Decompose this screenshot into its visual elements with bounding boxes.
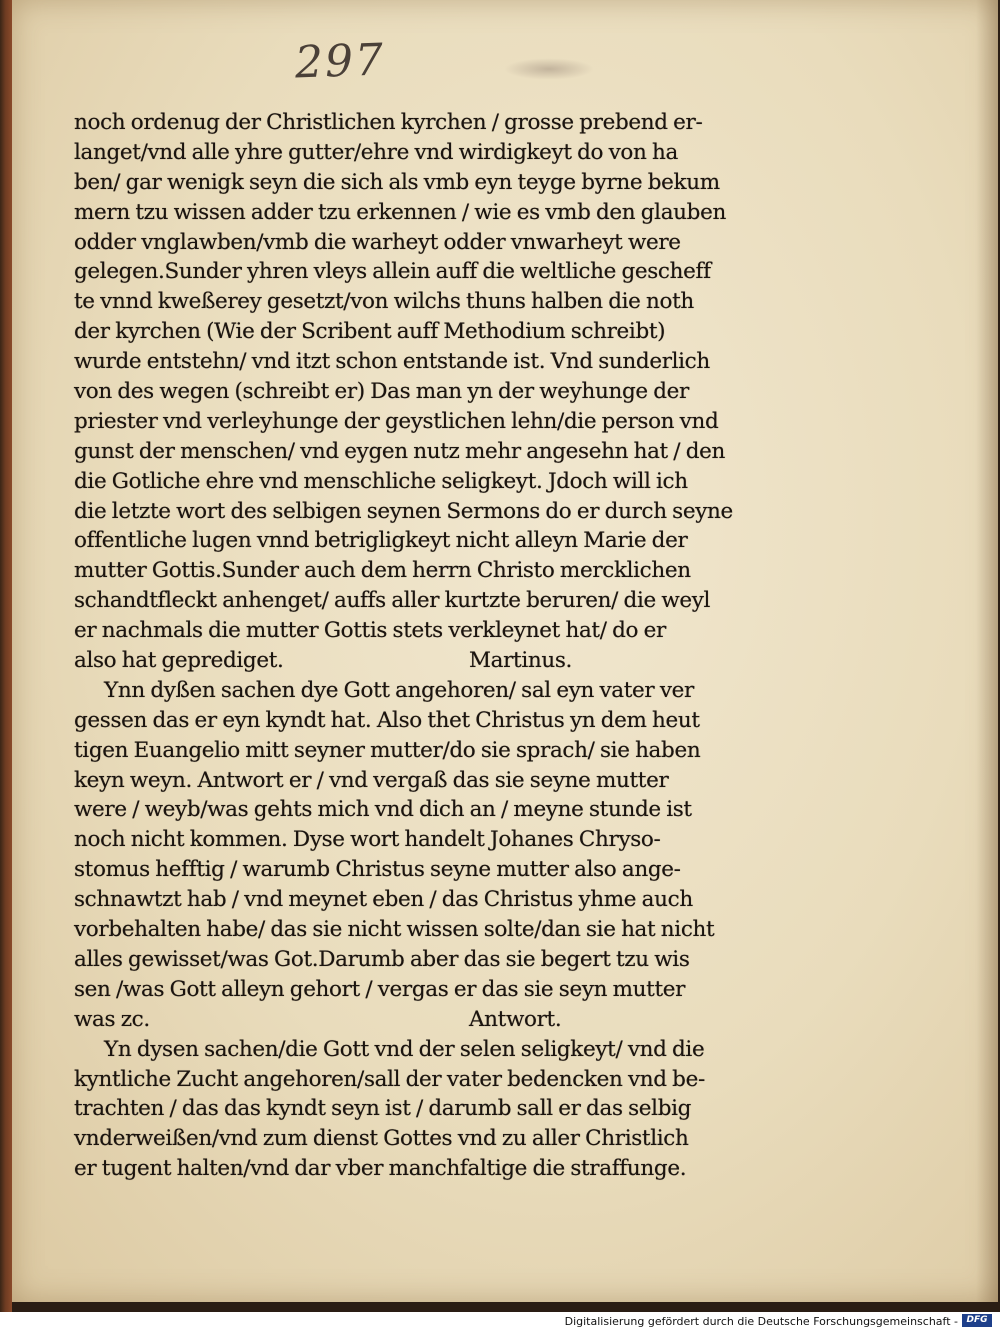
line-text: priester vnd verleyhunge der geystlichen lehn/die person vnd: [74, 408, 719, 434]
text-line: [74, 1035, 794, 1065]
book-page: [12, 0, 998, 1302]
digitization-credit: Digitalisierung gefördert durch die Deutsche Forschungsgemeinschaft -: [564, 1315, 958, 1328]
line-text: langet/vnd alle yhre gutter/ehre vnd wirdigkeyt do von ha: [74, 139, 678, 165]
line-text: odder vnglawben/vmb die warheyt odder vnwarheyt were: [74, 229, 681, 255]
text-line: [74, 915, 794, 945]
signature-word: Martinus.: [469, 648, 573, 674]
line-text: gessen das er eyn kyndt hat. Also thet Christus yn dem heut: [74, 707, 700, 733]
text-line: [74, 1124, 794, 1154]
line-text: der kyrchen (Wie der Scribent auff Methodium schreibt): [74, 319, 666, 345]
line-text: keyn weyn. Antwort er / vnd vergaß das sie seyne mutter: [74, 767, 669, 793]
book-spine-edge: [0, 0, 12, 1312]
text-line: [74, 1065, 794, 1095]
line-text: trachten / das das kyndt seyn ist / darumb sall er das selbig: [74, 1096, 692, 1122]
line-text: noch nicht kommen. Dyse wort handelt Johanes Chryso-: [74, 827, 661, 853]
line-text: vorbehalten habe/ das sie nicht wissen solte/dan sie hat nicht: [74, 917, 715, 943]
line-text: were / weyb/was gehts mich vnd dich an / meyne stunde ist: [74, 797, 692, 823]
line-text: ben/ gar wenigk seyn die sich als vmb eyn teyge byrne bekum: [74, 169, 720, 195]
line-text: mutter Gottis.Sunder auch dem herrn Christo mercklichen: [74, 558, 691, 584]
ink-smudge: [504, 58, 594, 80]
text-line: [74, 646, 794, 676]
text-line: [74, 855, 794, 885]
text-line: [74, 467, 794, 497]
text-line: [74, 795, 794, 825]
text-line: [74, 1005, 794, 1035]
text-line: [74, 1094, 794, 1124]
line-text: alles gewisset/was Got.Darumb aber das sie begert tzu wis: [74, 946, 690, 972]
text-line: [74, 377, 794, 407]
line-text: gelegen.Sunder yhren vleys allein auff die weltliche gescheff: [74, 259, 711, 285]
line-text: schnawtzt hab / vnd meynet eben / das Christus yhme auch: [74, 887, 693, 913]
text-line: [74, 168, 794, 198]
line-text: te vnnd kweßerey gesetzt/von wilchs thuns halben die noth: [74, 289, 694, 315]
text-line: [74, 975, 794, 1005]
text-line: [74, 228, 794, 258]
line-text: gunst der menschen/ vnd eygen nutz mehr angesehn hat / den: [74, 438, 725, 464]
line-text: Ynn dyßen sachen dye Gott angehoren/ sal eyn vater ver: [104, 677, 694, 703]
line-text: die letzte wort des selbigen seynen Sermons do er durch seyne: [74, 498, 733, 524]
text-line: [74, 1154, 794, 1184]
text-line: [74, 257, 794, 287]
text-line: [74, 287, 794, 317]
text-line: [74, 706, 794, 736]
line-text: was zc.: [74, 1006, 150, 1032]
dfg-logo: DFG: [962, 1314, 992, 1327]
text-line: [74, 317, 794, 347]
text-line: [74, 885, 794, 915]
text-line: [74, 945, 794, 975]
signature-word: Antwort.: [469, 1006, 562, 1032]
text-line: [74, 497, 794, 527]
text-line: [74, 198, 794, 228]
text-line: [74, 616, 794, 646]
text-line: [74, 526, 794, 556]
line-text: wurde entstehn/ vnd itzt schon entstande ist. Vnd sunderlich: [74, 349, 710, 375]
line-text: Yn dysen sachen/die Gott vnd der selen seligkeyt/ vnd die: [104, 1036, 705, 1062]
text-line: [74, 138, 794, 168]
line-text: mern tzu wissen adder tzu erkennen / wie es vmb den glauben: [74, 199, 726, 225]
text-line: [74, 556, 794, 586]
line-text: stomus hefftig / warumb Christus seyne mutter also ange-: [74, 857, 681, 883]
line-text: noch ordenug der Christlichen kyrchen / grosse prebend er-: [74, 110, 703, 135]
line-text: von des wegen (schreibt er) Das man yn der weyhunge der: [74, 379, 689, 405]
text-line: [74, 437, 794, 467]
text-line: [74, 825, 794, 855]
line-text: kyntliche Zucht angehoren/sall der vater bedencken vnd be-: [74, 1066, 705, 1092]
folio-number: 297: [294, 34, 386, 89]
line-text: tigen Euangelio mitt seyner mutter/do sie sprach/ sie haben: [74, 737, 701, 763]
line-text: vnderweißen/vnd zum dienst Gottes vnd zu aller Christlich: [74, 1126, 689, 1152]
line-text: also hat geprediget.: [74, 648, 284, 674]
text-line: [74, 347, 794, 377]
text-block: [74, 108, 794, 1184]
line-text: schandtfleckt anhenget/ auffs aller kurtzte beruren/ die weyl: [74, 588, 711, 614]
text-line: [74, 108, 794, 138]
line-text: sen /was Gott alleyn gehort / vergas er das sie seyn mutter: [74, 976, 686, 1002]
line-text: offentliche lugen vnnd betrigligkeyt nicht alleyn Marie der: [74, 528, 688, 554]
line-text: die Gotliche ehre vnd menschliche seligkeyt. Jdoch will ich: [74, 468, 688, 494]
text-line: [74, 586, 794, 616]
line-text: er tugent halten/vnd dar vber manchfaltige die straffunge.: [74, 1156, 687, 1182]
text-line: [74, 766, 794, 796]
text-line: [74, 736, 794, 766]
text-line: [74, 407, 794, 437]
line-text: er nachmals die mutter Gottis stets verkleynet hat/ do er: [74, 618, 666, 644]
text-line: [74, 676, 794, 706]
